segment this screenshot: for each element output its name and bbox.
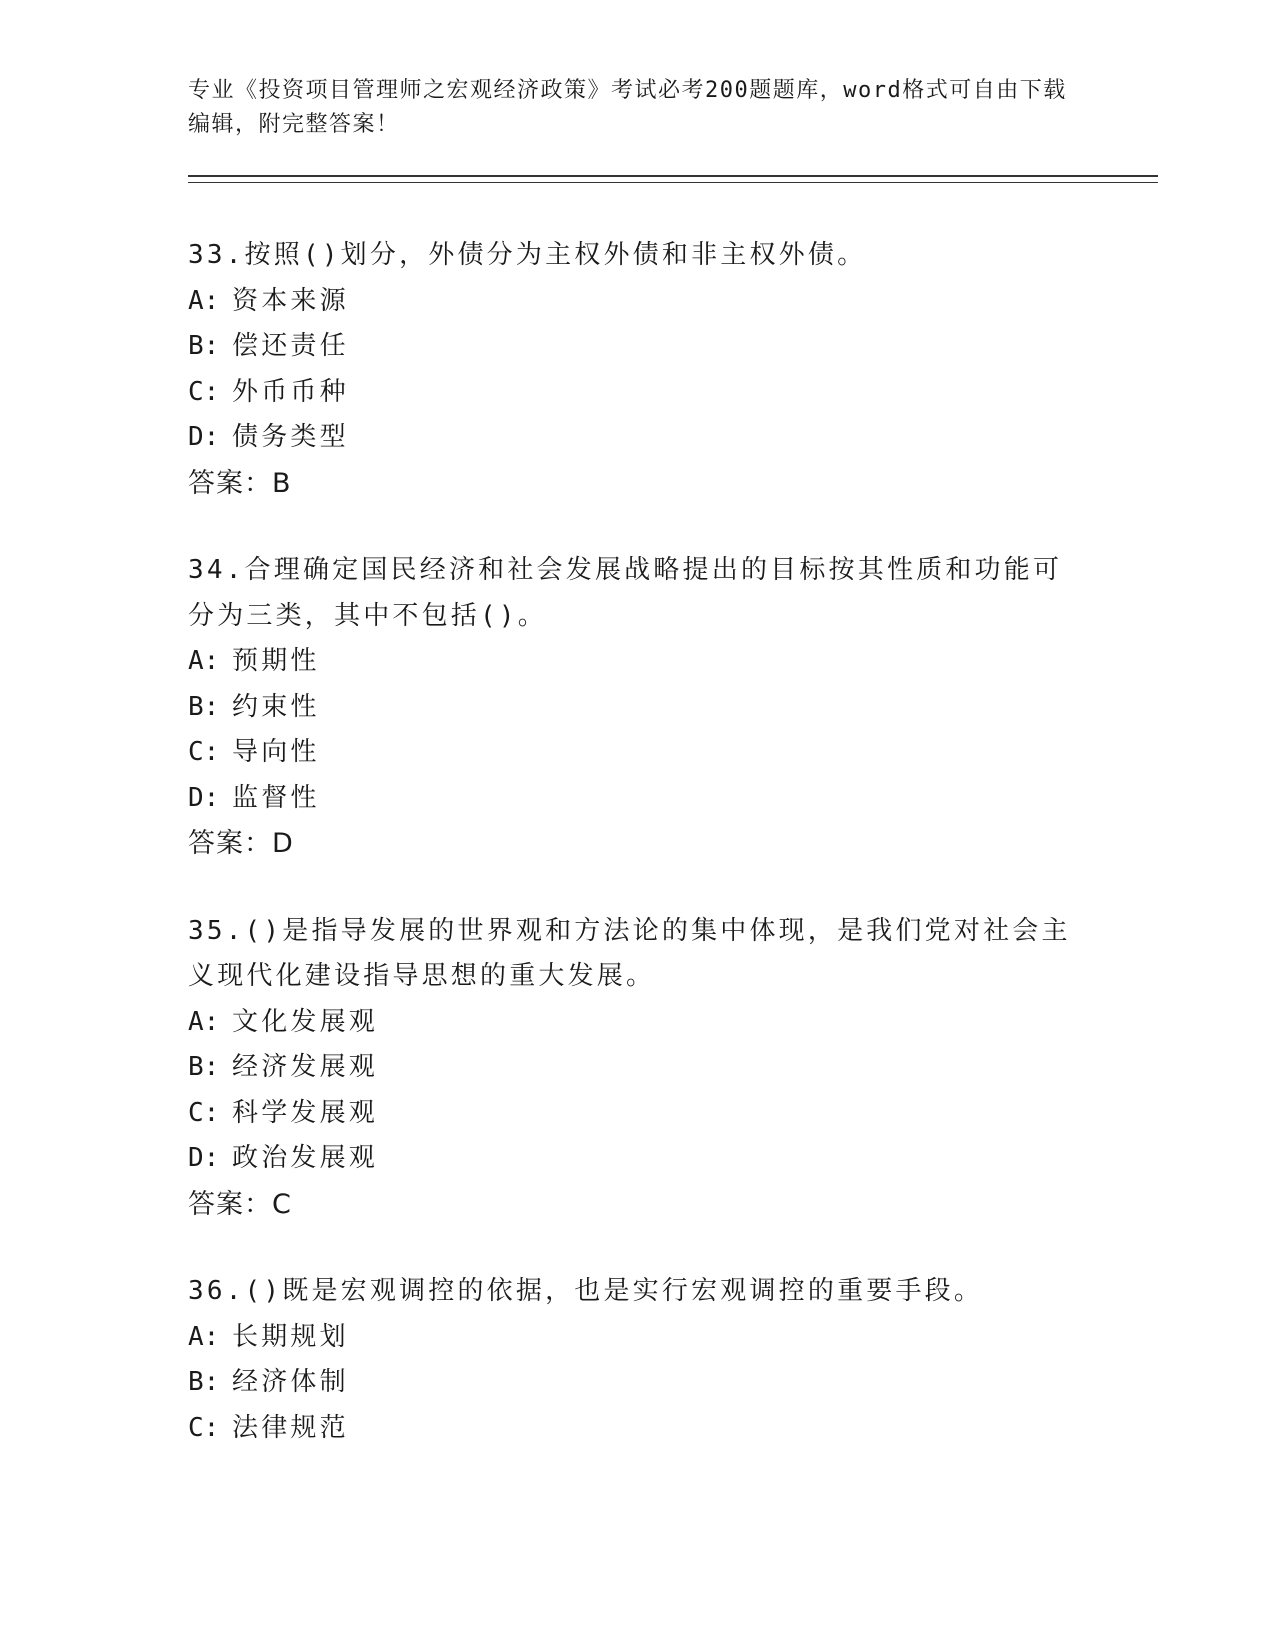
option-text: 债务类型: [232, 422, 349, 452]
question-33: [188, 233, 1088, 506]
option-letter: A:: [188, 1006, 220, 1037]
answer-line: 答案：C: [188, 1188, 292, 1220]
option-text: 偿还责任: [232, 331, 349, 361]
question-list: [188, 233, 1088, 1493]
option-letter: D:: [188, 1143, 220, 1173]
option-d: [188, 776, 1088, 822]
option-b: [188, 324, 1088, 370]
question-stem: 34.合理确定国民经济和社会发展战略提出的目标按其性质和功能可分为三类，其中不包括()。: [188, 555, 1063, 631]
option-text: 政治发展观: [232, 1143, 379, 1173]
question-stem: 33.按照()划分，外债分为主权外债和非主权外债。: [188, 240, 867, 270]
option-text: 经济发展观: [232, 1052, 379, 1082]
option-letter: A:: [188, 1321, 220, 1352]
option-text: 约束性: [232, 691, 320, 722]
option-a: [188, 279, 1088, 325]
question-stem: 36.()既是宏观调控的依据，也是实行宏观调控的重要手段。: [188, 1276, 984, 1306]
question-36: [188, 1269, 1088, 1451]
option-letter: C:: [188, 737, 220, 767]
option-letter: B:: [188, 691, 220, 722]
option-text: 监督性: [232, 782, 320, 813]
answer-line: 答案：D: [188, 828, 294, 859]
option-letter: B:: [188, 331, 220, 361]
option-text: 文化发展观: [232, 1006, 379, 1037]
option-text: 科学发展观: [232, 1097, 379, 1128]
option-text: 预期性: [232, 646, 320, 676]
option-c: [188, 370, 1088, 416]
option-text: 导向性: [232, 737, 320, 767]
question-stem: 35.()是指导发展的世界观和方法论的集中体现，是我们党对社会主义现代化建设指导思想的重大发展。: [188, 915, 1071, 991]
question-34: [188, 548, 1088, 867]
option-letter: B:: [188, 1052, 220, 1082]
option-letter: D:: [188, 782, 220, 813]
option-text: 长期规划: [232, 1321, 349, 1352]
option-letter: C:: [188, 1097, 220, 1128]
option-text: 外币币种: [232, 376, 349, 407]
option-c: [188, 1091, 1088, 1137]
option-d: [188, 1136, 1088, 1182]
option-text: 经济体制: [232, 1367, 349, 1397]
option-letter: C:: [188, 376, 220, 407]
header-divider-thick: [188, 175, 1158, 177]
header-divider-thin: [188, 182, 1158, 183]
option-letter: A:: [188, 285, 220, 316]
option-a: [188, 639, 1088, 685]
option-letter: C:: [188, 1412, 220, 1443]
question-35: [188, 909, 1088, 1228]
option-b: [188, 1360, 1088, 1406]
option-letter: A:: [188, 646, 220, 676]
option-d: [188, 415, 1088, 461]
option-letter: D:: [188, 422, 220, 452]
option-b: [188, 1045, 1088, 1091]
document-intro: 专业《投资项目管理师之宏观经济政策》考试必考200题题库，word格式可自由下载编辑，附完整答案！: [188, 78, 1067, 137]
option-text: 法律规范: [232, 1412, 349, 1443]
answer-line: 答案：B: [188, 467, 292, 499]
option-c: [188, 1406, 1088, 1452]
option-text: 资本来源: [232, 285, 349, 316]
option-a: [188, 1315, 1088, 1361]
option-b: [188, 685, 1088, 731]
option-a: [188, 1000, 1088, 1046]
option-c: [188, 730, 1088, 776]
option-letter: B:: [188, 1367, 220, 1397]
